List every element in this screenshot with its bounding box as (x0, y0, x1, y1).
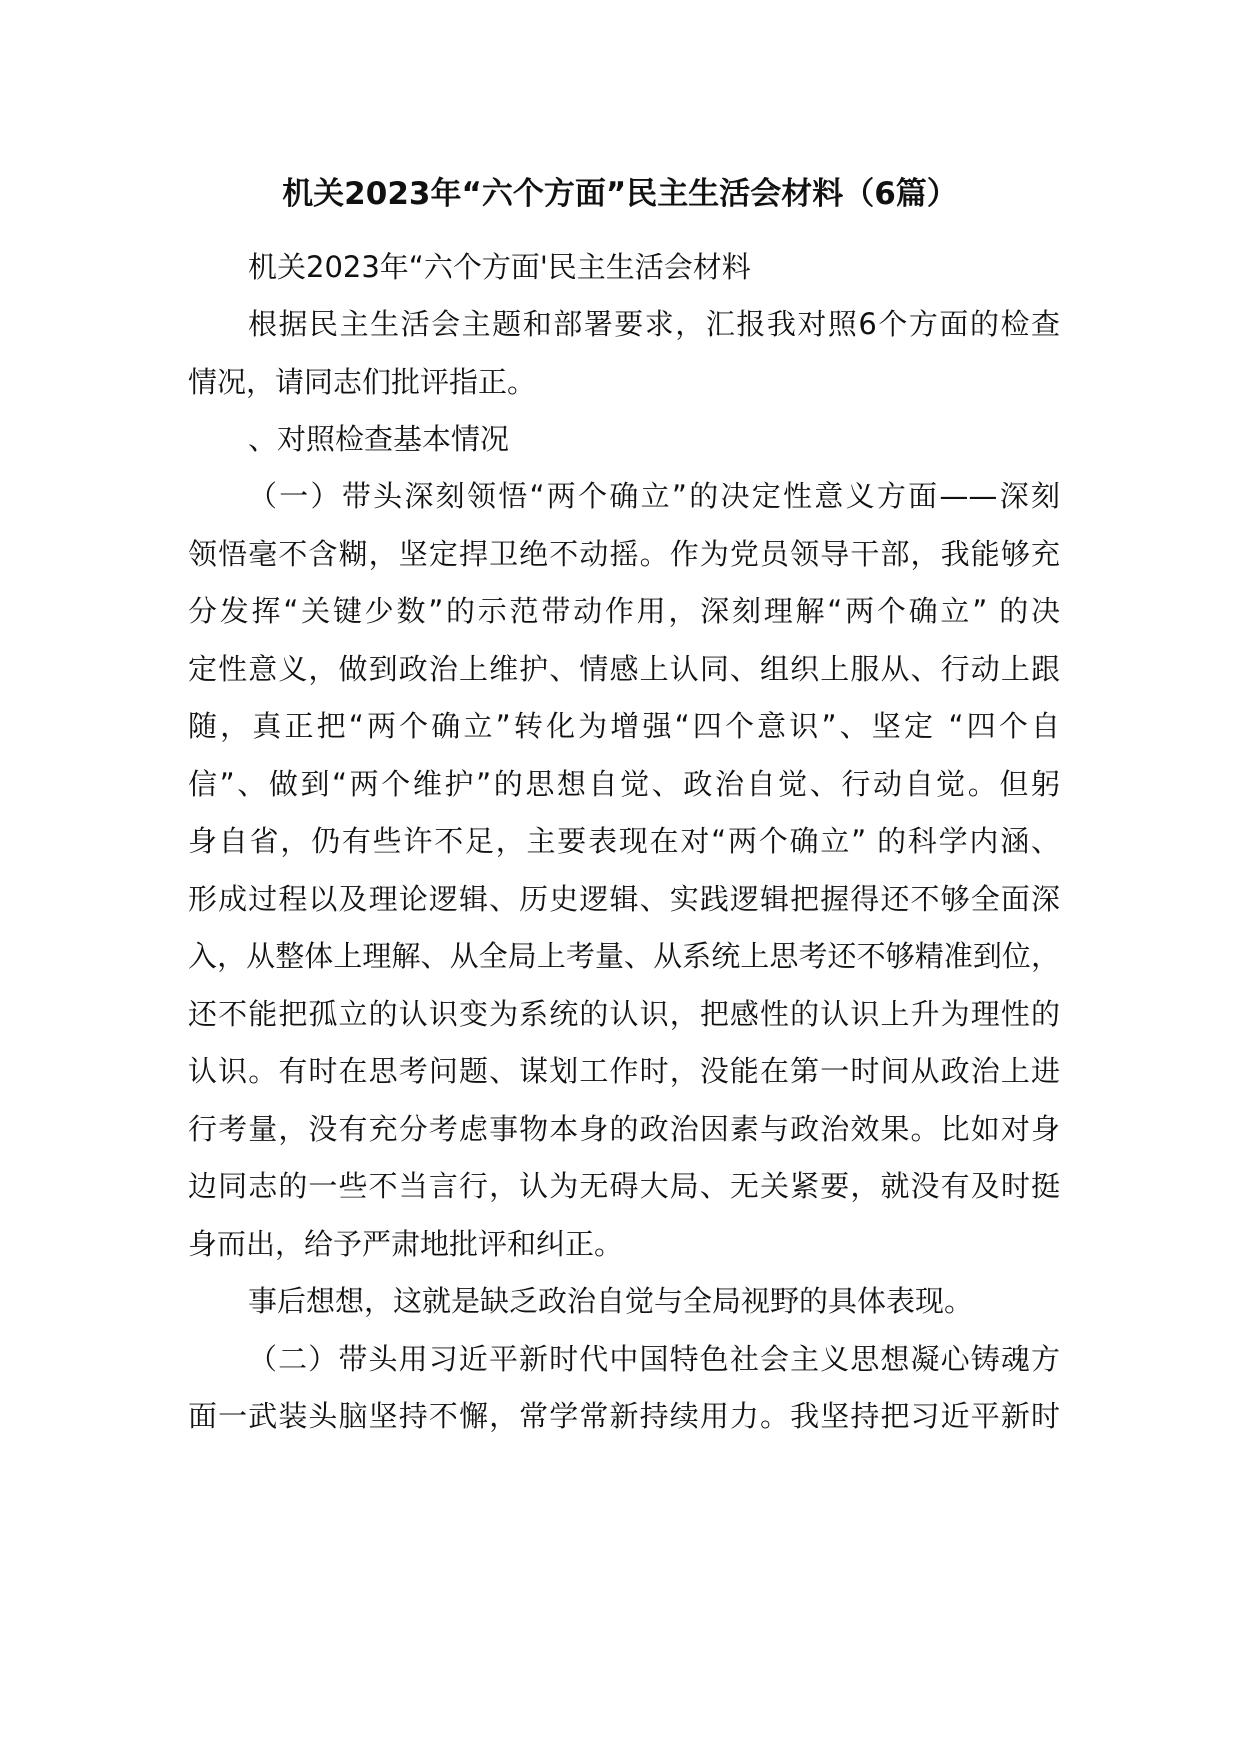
paragraph-line: 随，真正把“两个确立”转化为增强“四个意识”、坚定 “四个自 (188, 709, 1060, 743)
paragraph-line: 信”、做到“两个维护”的思想自觉、政治自觉、行动自觉。但躬 (188, 767, 1060, 801)
paragraph-line: 边同志的一些不当言行，认为无碍大局、无关紧要，就没有及时挺 (188, 1169, 1060, 1203)
paragraph-line: 认识。有时在思考问题、谋划工作时，没能在第一时间从政治上进 (188, 1054, 1060, 1088)
paragraph-line: 情况，请同志们批评指正。 (188, 365, 537, 399)
paragraph-line: （二）带头用习近平新时代中国特色社会主义思想凝心铸魂方 (248, 1342, 1060, 1376)
paragraph-line: 形成过程以及理论逻辑、历史逻辑、实践逻辑把握得还不够全面深 (188, 882, 1060, 916)
paragraph-line: 身自省，仍有些许不足，主要表现在对“两个确立” 的科学内涵、 (188, 824, 1060, 858)
paragraph-line: 入，从整体上理解、从全局上考量、从系统上思考还不够精准到位， (188, 939, 1060, 973)
paragraph-line: 分发挥“关键少数”的示范带动作用，深刻理解“两个确立” 的决 (188, 594, 1060, 628)
paragraph-line: 定性意义，做到政治上维护、情感上认同、组织上服从、行动上跟 (188, 652, 1060, 686)
paragraph-line: 事后想想，这就是缺乏政治自觉与全局视野的具体表现。 (248, 1284, 974, 1318)
document-title: 机关2023年“六个方面”民主生活会材料（6篇） (282, 176, 958, 212)
paragraph-line: 行考量，没有充分考虑事物本身的政治因素与政治效果。比如对身 (188, 1112, 1060, 1146)
section-heading: 、对照检查基本情况 (248, 422, 510, 456)
paragraph-line: 领悟毫不含糊，坚定捍卫绝不动摇。作为党员领导干部，我能够充 (188, 537, 1060, 571)
paragraph-line: 根据民主生活会主题和部署要求，汇报我对照6个方面的检查 (248, 307, 1060, 341)
paragraph-line: 面一武装头脑坚持不懈，常学常新持续用力。我坚持把习近平新时 (188, 1399, 1060, 1433)
paragraph-line: 身而出，给予严肃地批评和纠正。 (188, 1227, 624, 1261)
document-subtitle: 机关2023年“六个方面'民主生活会材料 (248, 250, 751, 284)
paragraph-line: （一）带头深刻领悟“两个确立”的决定性意义方面——深刻 (248, 479, 1060, 513)
paragraph-line: 还不能把孤立的认识变为系统的认识，把感性的认识上升为理性的 (188, 997, 1060, 1031)
